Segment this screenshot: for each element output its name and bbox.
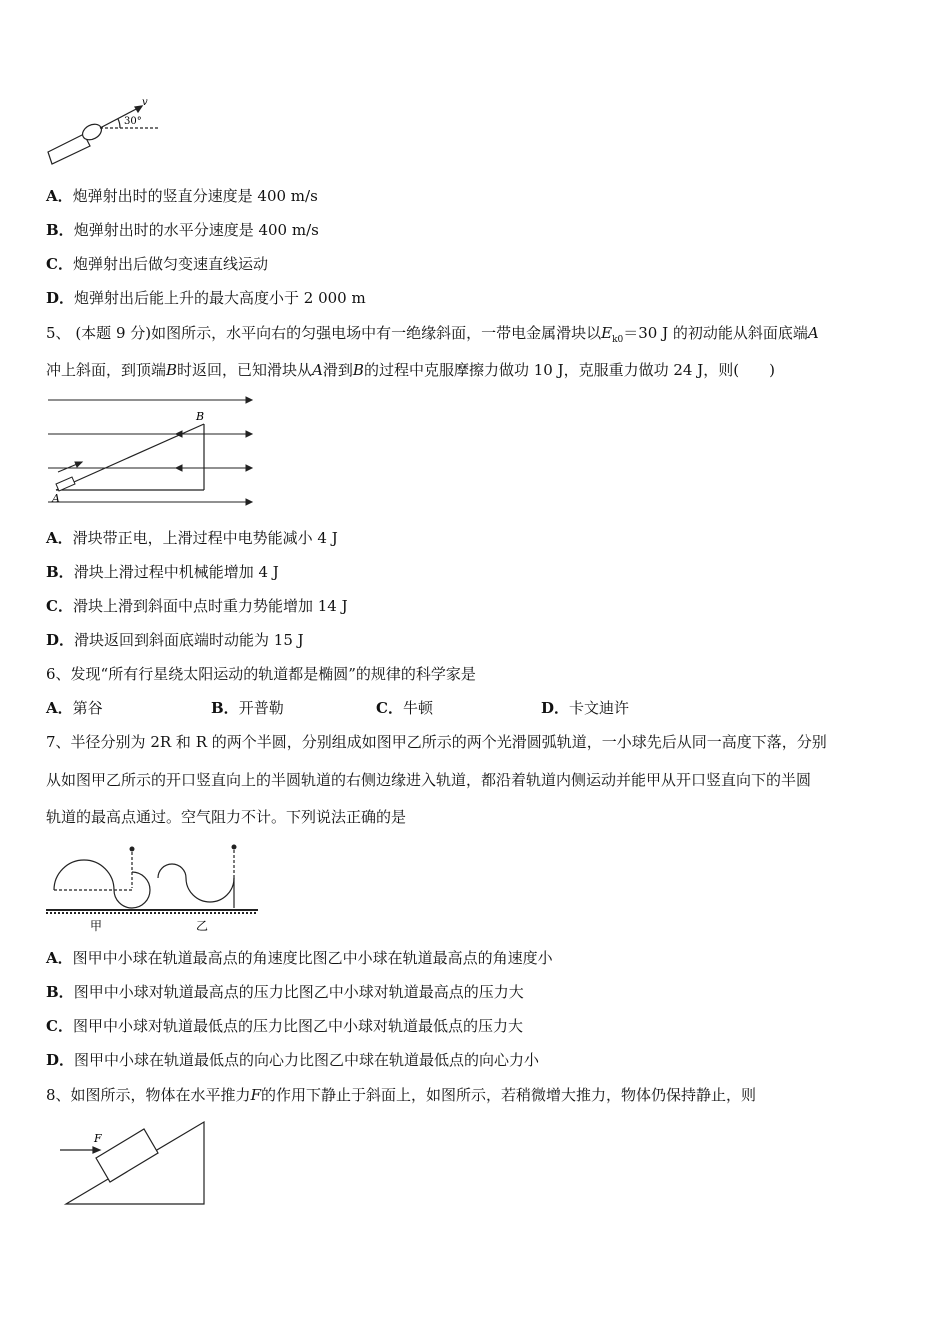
q6-stem: 6、发现“所有行星绕太阳运动的轨道都是椭圆”的规律的科学家是 <box>46 665 476 683</box>
q7-stem-line1: 7、半径分别为 2R 和 R 的两个半圆，分别组成如图甲乙所示的两个光滑圆弧轨道，一小球先后从同一高度下落，分别 <box>46 733 827 751</box>
q5-stem-line1: 5、 (本题 9 分)如图所示，水平向右的匀强电场中有一绝缘斜面，一带电金属滑块以$E_{k0}=30$ J 的初动能从斜面底端A <box>46 324 819 345</box>
q6-options <box>46 698 906 718</box>
point-b-label: B <box>196 410 205 423</box>
cannon-figure <box>44 96 164 168</box>
q7-option-c: C．图甲中小球对轨道最低点的压力比图乙中小球对轨道最低点的压力大 <box>46 1017 523 1035</box>
q4-option-c: C．炮弹射出后做匀变速直线运动 <box>46 255 268 273</box>
semicircle-tracks-figure <box>46 838 258 936</box>
q7-option-d: D．图甲中小球在轨道最低点的向心力比图乙中球在轨道最低点的向心力小 <box>46 1051 540 1069</box>
q5-option-a: A．滑块带正电，上滑过程中电势能减小 4 J <box>46 529 338 547</box>
q7-stem-line2: 从如图甲乙所示的开口竖直向上的半圆轨道的右侧边缘进入轨道，都沿着轨道内侧运动并能甲从开口竖直向下的半圆 <box>46 771 812 789</box>
angle-label: 30° <box>124 116 142 127</box>
q5-stem-line2: 冲上斜面，到顶端B时返回，已知滑块从A滑到B的过程中克服摩擦力做功 10 J，克服重力做功 24 J，则( ) <box>46 361 775 379</box>
point-a-label: A <box>52 492 60 505</box>
q6-option-d: D．卡文迪许 <box>541 699 630 717</box>
q5-option-c: C．滑块上滑到斜面中点时重力势能增加 14 J <box>46 597 348 615</box>
q5-option-b: B．滑块上滑过程中机械能增加 4 J <box>46 563 279 581</box>
incline-field-figure <box>46 392 256 514</box>
q7-stem-line3: 轨道的最高点通过。空气阻力不计。下列说法正确的是 <box>46 808 407 826</box>
q6-option-b: B．开普勒 <box>211 699 284 717</box>
q4-option-d: D．炮弹射出后能上升的最大高度小于 2 000 m <box>46 289 366 307</box>
q8-stem: 8、如图所示，物体在水平推力F的作用下静止于斜面上，如图所示，若稍微增大推力，物体仍保持静止，则 <box>46 1086 756 1104</box>
q7-option-b: B．图甲中小球对轨道最高点的压力比图乙中小球对轨道最高点的压力大 <box>46 983 524 1001</box>
figure-yi-label: 乙 <box>196 919 209 933</box>
force-f-label: F <box>94 1132 102 1145</box>
q4-option-a: A．炮弹射出时的竖直分速度是 400 m/s <box>46 187 318 205</box>
q6-option-a: A．第谷 <box>46 699 103 717</box>
velocity-label: v <box>142 97 148 108</box>
q6-option-c: C．牛顿 <box>376 699 433 717</box>
figure-jia-label: 甲 <box>90 919 103 933</box>
incline-force-figure <box>56 1118 212 1210</box>
q7-option-a: A．图甲中小球在轨道最高点的角速度比图乙中小球在轨道最高点的角速度小 <box>46 949 553 967</box>
q5-option-d: D．滑块返回到斜面底端时动能为 15 J <box>46 631 304 649</box>
q4-option-b: B．炮弹射出时的水平分速度是 400 m/s <box>46 221 319 239</box>
